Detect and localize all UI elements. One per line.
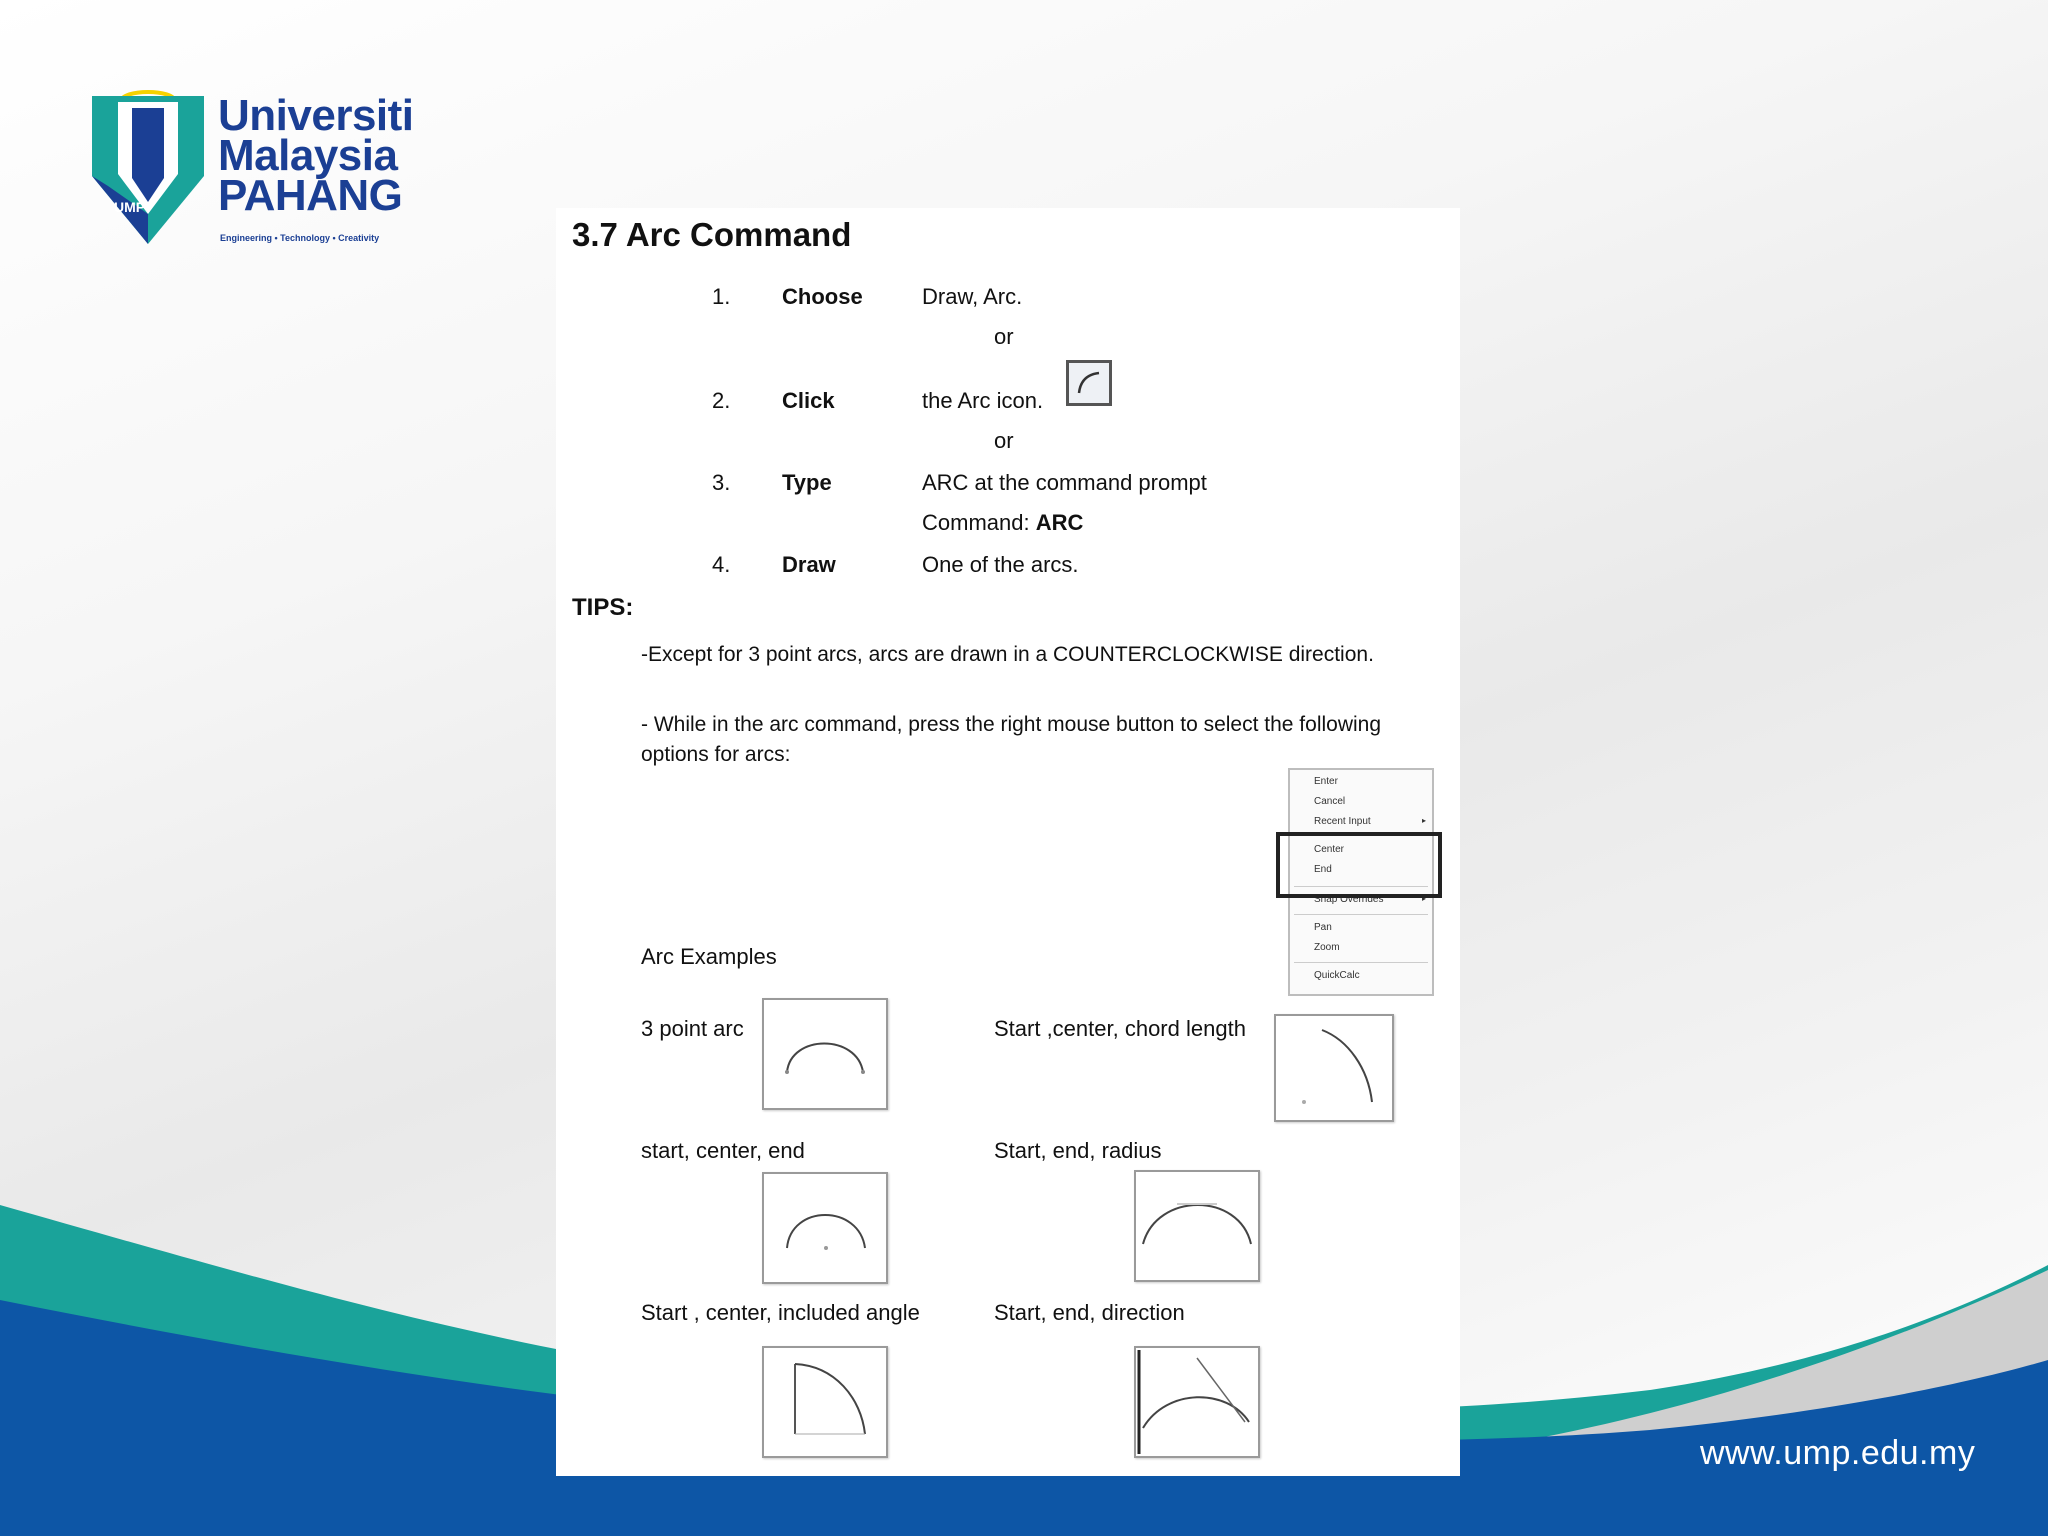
website-url: www.ump.edu.my	[1700, 1434, 1976, 1472]
university-name	[218, 91, 414, 220]
or-separator-1: or	[994, 324, 1014, 349]
menu-item-pan: Pan	[1314, 922, 1332, 933]
logo-line-1: Universiti	[218, 91, 414, 140]
step-3-text: ARC at the command prompt	[922, 470, 1207, 495]
tips-heading: TIPS:	[572, 594, 634, 621]
menu-divider	[1294, 962, 1428, 963]
command-value: ARC	[1035, 510, 1084, 535]
menu-item-end: End	[1314, 864, 1332, 875]
menu-item-cancel: Cancel	[1314, 796, 1346, 807]
menu-item-enter: Enter	[1314, 776, 1338, 787]
step-2-number: 2.	[712, 388, 731, 413]
step-4-number: 4.	[712, 552, 731, 577]
document-page	[556, 208, 1460, 1476]
example-3-point-arc-label: 3 point arc	[641, 1016, 744, 1041]
logo-line-2: Malaysia	[218, 131, 398, 180]
tip-1: -Except for 3 point arcs, arcs are drawn in a COUNTERCLOCKWISE direction.	[641, 643, 1374, 666]
example-start-center-angle-label: Start , center, included angle	[641, 1300, 920, 1325]
step-1-number: 1.	[712, 284, 731, 309]
menu-divider	[1294, 914, 1428, 915]
menu-item-snap-overrides: Snap Overrides	[1314, 894, 1384, 905]
step-4-keyword: Draw	[782, 552, 836, 577]
svg-text:UMP: UMP	[114, 199, 146, 215]
example-start-end-radius-label: Start, end, radius	[994, 1138, 1162, 1163]
example-start-center-chord-label: Start ,center, chord length	[994, 1016, 1246, 1041]
step-2-keyword: Click	[782, 388, 835, 413]
menu-item-center: Center	[1314, 844, 1345, 855]
example-start-end-direction-label: Start, end, direction	[994, 1300, 1185, 1325]
submenu-arrow-icon: ▸	[1421, 894, 1426, 903]
menu-highlight-box	[1276, 832, 1442, 898]
arc-examples-heading: Arc Examples	[641, 944, 777, 969]
step-3-number: 3.	[712, 470, 731, 495]
tip-2: - While in the arc command, press the right mouse button to select the following options for arcs:	[641, 713, 1382, 766]
menu-item-zoom: Zoom	[1314, 942, 1340, 953]
step-4-text: One of the arcs.	[922, 552, 1079, 577]
step-2-text: the Arc icon.	[922, 388, 1044, 413]
logo-tagline: Engineering • Technology • Creativity	[220, 233, 380, 243]
example-start-center-angle-image	[762, 1346, 888, 1458]
step-3-keyword: Type	[782, 470, 832, 495]
menu-item-quickcalc: QuickCalc	[1314, 970, 1360, 981]
logo-line-3: PAHANG	[218, 171, 403, 220]
example-3-point-arc-image	[762, 998, 888, 1110]
example-start-end-radius-image	[1134, 1170, 1260, 1282]
step-1-text: Draw, Arc.	[922, 284, 1023, 309]
or-separator-2: or	[994, 428, 1014, 453]
example-start-center-end-label: start, center, end	[641, 1138, 805, 1163]
command-line	[922, 510, 1083, 536]
command-prefix: Command:	[922, 510, 1036, 535]
section-title: 3.7 Arc Command	[572, 216, 852, 253]
example-start-center-chord-image	[1274, 1014, 1394, 1122]
step-1-keyword: Choose	[782, 284, 863, 309]
menu-item-recent-input: Recent Input	[1314, 816, 1371, 827]
arc-tool-icon	[1066, 360, 1112, 406]
submenu-arrow-icon: ▸	[1421, 816, 1426, 825]
example-start-end-direction-image	[1134, 1346, 1260, 1458]
example-start-center-end-image	[762, 1172, 888, 1284]
